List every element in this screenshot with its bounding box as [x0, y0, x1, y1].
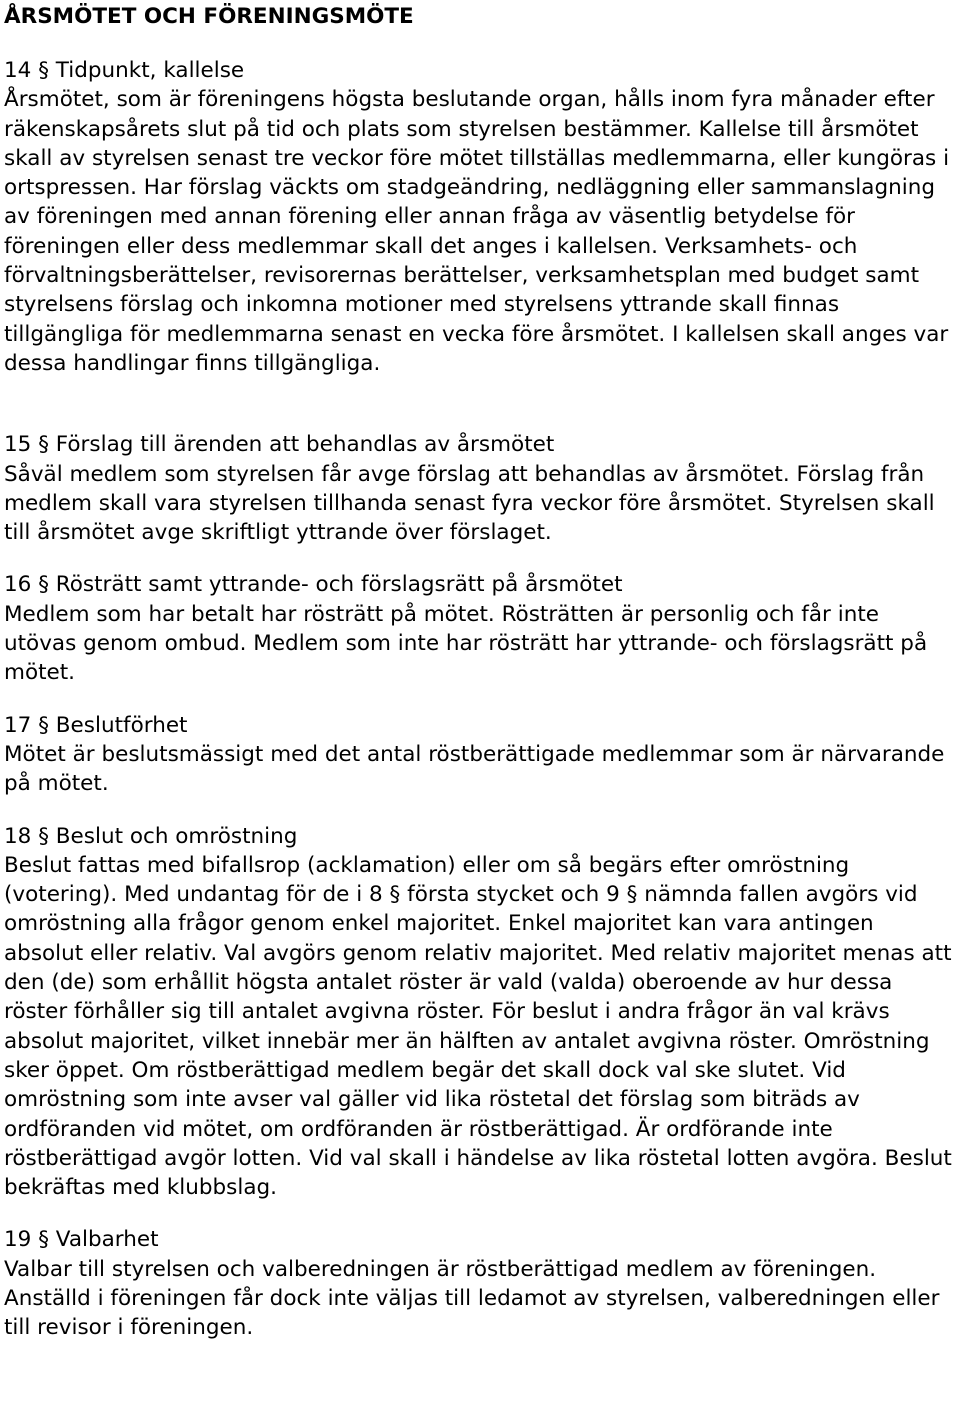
section-title: Valbarhet — [55, 1227, 159, 1253]
spacer — [4, 799, 960, 822]
paragraph-symbol: § — [38, 58, 49, 83]
section-title: Beslut och omröstning — [55, 823, 298, 849]
paragraph-symbol: § — [38, 823, 49, 849]
paragraph-symbol: § — [38, 432, 49, 458]
section-heading — [4, 570, 960, 599]
paragraph-symbol: § — [38, 712, 49, 738]
section-number: 17 — [4, 712, 32, 738]
section-text: Valbar till styrelsen och valberedningen är röstberättigad medlem av föreningen. Anställd i föreningen får dock inte väljas till ledamot av styrelsen, valberedningen eller till revisor i föreningen. — [4, 1256, 940, 1341]
document-title: ÅRSMÖTET OCH FÖRENINGSMÖTE — [4, 4, 414, 29]
section-title: Rösträtt samt yttrande- och förslagsrätt på årsmötet — [55, 572, 623, 598]
section-18 — [4, 822, 960, 1203]
section-number: 14 — [4, 58, 32, 83]
section-text: Mötet är beslutsmässigt med det antal röstberättigade medlemmar som är närvarande på mötet. — [4, 741, 945, 797]
section-heading — [4, 711, 960, 740]
section-number: 19 — [4, 1227, 32, 1253]
section-number: 18 — [4, 823, 32, 849]
section-19 — [4, 1225, 960, 1342]
spacer — [4, 547, 960, 570]
section-heading — [4, 1225, 960, 1254]
section-number: 15 — [4, 432, 32, 458]
spacer — [4, 1202, 960, 1225]
section-title: Förslag till ärenden att behandlas av årsmötet — [55, 432, 555, 458]
section-heading — [4, 430, 960, 459]
spacer — [4, 688, 960, 711]
paragraph-symbol: § — [38, 1227, 49, 1253]
section-15 — [4, 430, 960, 547]
section-title: Tidpunkt, kallelse — [55, 58, 245, 83]
section-text: Beslut fattas med bifallsrop (acklamation) eller om så begärs efter omröstning (votering). Med undantag för de i 8 § första stycket och 9 § nämnda fallen avgörs vid omröstning alla frågor genom enkel majoritet. Enkel majoritet kan vara antingen absolut eller relativ. Val avgörs genom relativ majoritet. Med relativ majoritet menas att den (de) som erhållit högsta antalet röster är vald (valda) oberoende av hur dessa röster förhåller sig till antalet avgivna röster. För beslut i andra frågor än val krävs absolut majoritet, vilket innebär mer än hälften av antalet avgivna röster. Omröstning sker öppet. Om röstberättigad medlem begär det skall dock val ske slutet. Vid omröstning som inte avser val gäller vid lika röstetal det förslag som biträds av ordföranden vid mötet, om ordföranden är röstberättigad. Är ordförande inte röstberättigad avgör lotten. Vid val skall i händelse av lika röstetal lotten avgöra. Beslut bekräftas med klubbslag. — [4, 852, 952, 1201]
section-text: Medlem som har betalt har rösträtt på mötet. Rösträtten är personlig och får inte utövas genom ombud. Medlem som inte har rösträtt har yttrande- och förslagsrätt på mötet. — [4, 601, 928, 686]
section-17 — [4, 711, 960, 799]
section-16 — [4, 570, 960, 687]
section-title: Beslutförhet — [55, 712, 188, 738]
section-number: 16 — [4, 572, 32, 598]
section-text: Såväl medlem som styrelsen får avge förslag att behandlas av årsmötet. Förslag från medlem skall vara styrelsen tillhanda senast fyra veckor före årsmötet. Styrelsen skall till årsmötet avge skriftligt yttrande över förslaget. — [4, 461, 935, 546]
section-14 — [4, 56, 960, 378]
paragraph-symbol: § — [38, 572, 49, 598]
spacer — [4, 378, 960, 430]
section-text: Årsmötet, som är föreningens högsta beslutande organ, hålls inom fyra månader efter räkenskapsårets slut på tid och plats som styrelsen bestämmer. Kallelse till årsmötet skall av styrelsen senast tre veckor före mötet tillställas medlemmarna, eller kungöras i ortspressen. Har förslag väckts om stadgeändring, nedläggning eller sammanslagning av föreningen med annan förening eller annan fråga av väsentlig betydelse för föreningen eller dess medlemmar skall det anges i kallelsen. Verksamhets- och förvaltningsberättelser, revisorernas berättelser, verksamhetsplan med budget samt styrelsens förslag och inkomna motioner med styrelsens yttrande skall finnas tillgängliga för medlemmarna senast en vecka före årsmötet. I kallelsen skall anges var dessa handlingar finns tillgängliga. — [4, 87, 950, 376]
section-heading — [4, 56, 960, 85]
section-heading — [4, 822, 960, 851]
